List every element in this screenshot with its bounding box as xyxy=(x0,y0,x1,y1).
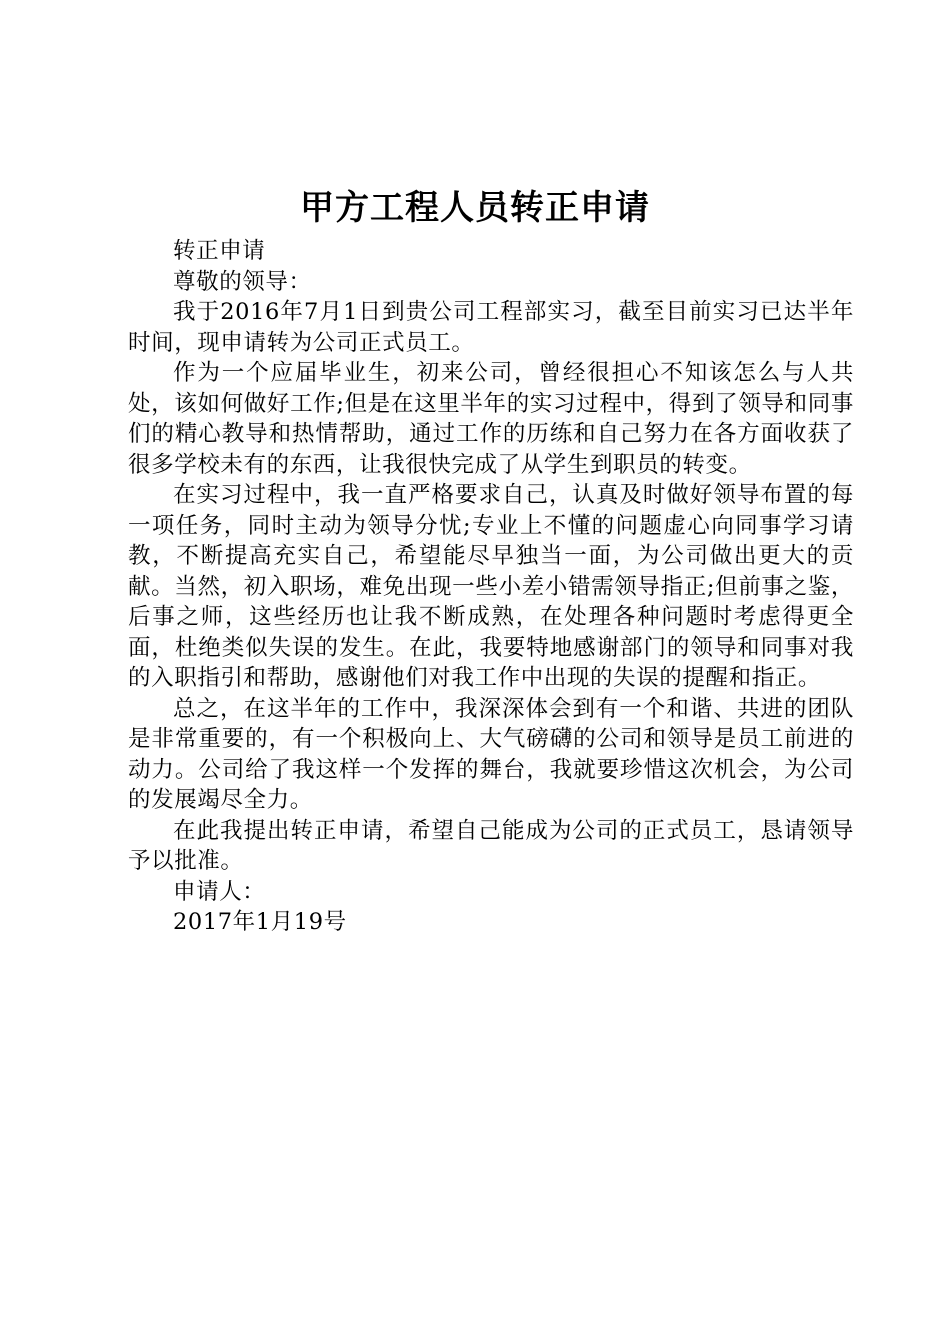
paragraph: 作为一个应届毕业生，初来公司，曾经很担心不知该怎么与人共处，该如何做好工作;但是在这里半年的实习过程中，得到了领导和同事们的精心教导和热情帮助，通过工作的历练和自己努力在各方面收获了很多学校未有的东西，让我很快完成了从学生到职员的转变。 xyxy=(128,360,854,478)
paragraph: 在此我提出转正申请，希望自己能成为公司的正式员工，恳请领导予以批准。 xyxy=(128,817,854,874)
paragraph: 我于2016年7月1日到贵公司工程部实习，截至目前实习已达半年时间，现申请转为公司正式员工。 xyxy=(128,299,854,356)
salutation: 尊敬的领导： xyxy=(173,268,312,295)
document-title: 甲方工程人员转正申请 xyxy=(300,188,650,228)
heading-line: 转正申请 xyxy=(173,238,266,264)
document-body xyxy=(128,236,854,938)
applicant-label: 申请人： xyxy=(173,878,266,905)
paragraph: 在实习过程中，我一直严格要求自己，认真及时做好领导布置的每一项任务，同时主动为领导分忧;专业上不懂的问题虚心向同事学习请教，不断提高充实自己，希望能尽早独当一面，为公司做出更大的贡献。当然，初入职场，难免出现一些小差小错需领导指正;但前事之鉴，后事之师，这些经历也让我不断成熟，在处理各种问题时考虑得更全面，杜绝类似失误的发生。在此，我要特地感谢部门的领导和同事对我的入职指引和帮助，感谢他们对我工作中出现的失误的提醒和指正。 xyxy=(128,482,854,691)
date-line: 2017年1月19号 xyxy=(173,909,347,935)
paragraph: 总之，在这半年的工作中，我深深体会到有一个和谐、共进的团队是非常重要的，有一个积极向上、大气磅礴的公司和领导是员工前进的动力。公司给了我这样一个发挥的舞台，我就要珍惜这次机会，为公司的发展竭尽全力。 xyxy=(128,695,854,813)
